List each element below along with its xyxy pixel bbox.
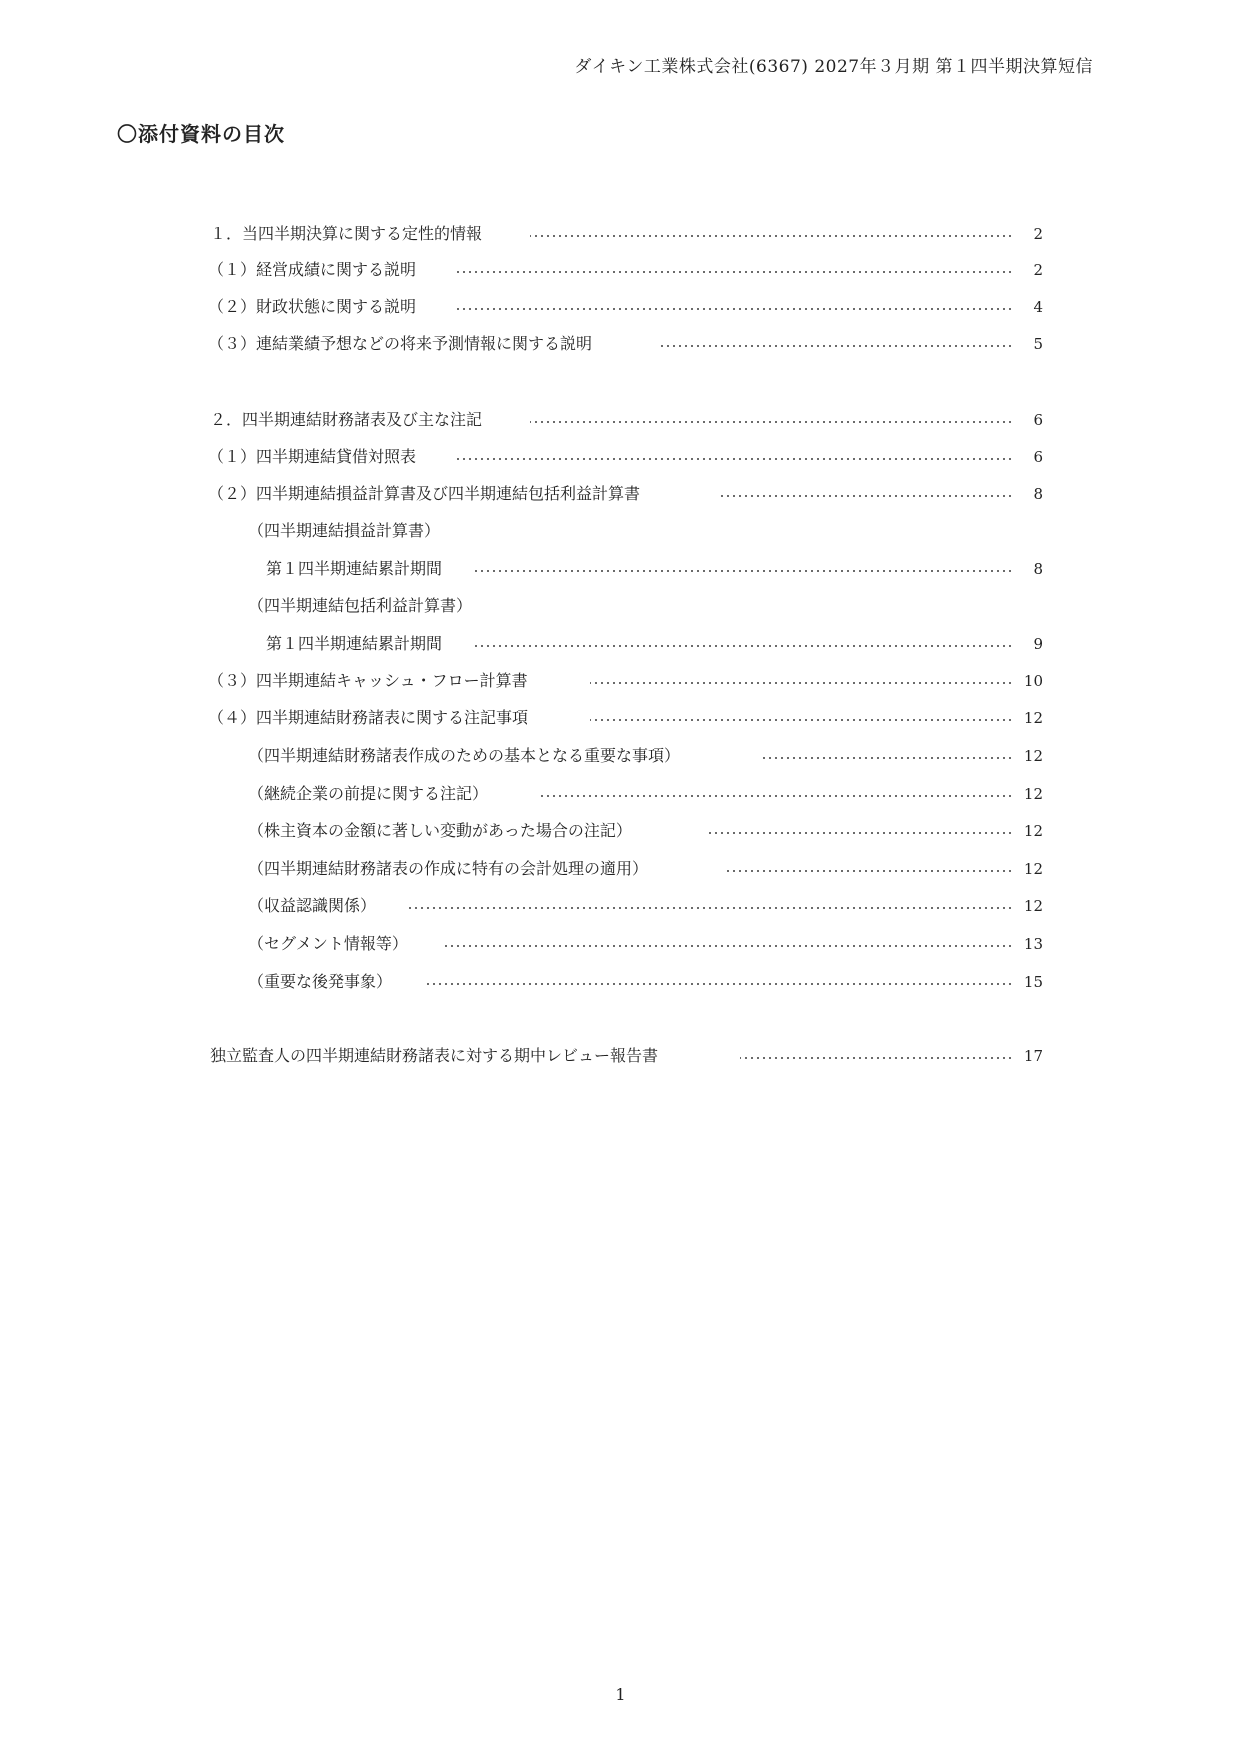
toc-leader-dots (740, 1057, 1013, 1059)
toc-leader-dots (455, 308, 1013, 310)
toc-page-number: 10 (1023, 672, 1043, 690)
toc-page-number: 9 (1033, 635, 1043, 653)
toc-leader-dots (590, 719, 1013, 721)
toc-row[interactable] (0, 855, 1241, 883)
document-header: ダイキン工業株式会社(6367) 2027年３月期 第１四半期決算短信 (574, 57, 1093, 77)
toc-row[interactable] (0, 742, 1241, 770)
toc-entry-label: （収益認識関係） (248, 892, 382, 920)
toc-entry-label: 独立監査人の四半期連結財務諸表に対する期中レビュー報告書 (210, 1042, 664, 1070)
toc-row[interactable] (0, 892, 1241, 920)
toc-leader-dots (455, 271, 1013, 273)
toc-entry-label: （重要な後発事象） (248, 968, 398, 996)
toc-entry-label: （株主資本の金額に著しい変動があった場合の注記） (248, 817, 638, 845)
toc-leader-dots (424, 983, 1013, 985)
toc-page-number: 6 (1033, 411, 1043, 429)
toc-leader-dots (538, 795, 1013, 797)
toc-page-number: 12 (1023, 709, 1043, 727)
toc-row[interactable] (0, 480, 1241, 508)
toc-row[interactable] (0, 630, 1241, 658)
toc-entry-label: １．当四半期決算に関する定性的情報 (210, 220, 488, 248)
toc-page-number: 13 (1023, 935, 1043, 953)
toc-page-number: 12 (1023, 785, 1043, 803)
toc-entry-label: （３）連結業績予想などの将来予測情報に関する説明 (208, 330, 598, 358)
toc-row[interactable] (0, 517, 1241, 545)
toc-row[interactable] (0, 220, 1241, 248)
toc-page-number: 12 (1023, 747, 1043, 765)
toc-leader-dots (530, 235, 1013, 237)
toc-row[interactable] (0, 930, 1241, 958)
toc-page-number: 12 (1023, 822, 1043, 840)
toc-entry-label: （４）四半期連結財務諸表に関する注記事項 (208, 704, 534, 732)
toc-entry-label: （３）四半期連結キャッシュ・フロー計算書 (208, 667, 534, 695)
toc-page-number: 4 (1033, 298, 1043, 316)
toc-entry-label: ２．四半期連結財務諸表及び主な注記 (210, 406, 488, 434)
toc-row[interactable] (0, 406, 1241, 434)
toc-entry-label: 第１四半期連結累計期間 (266, 630, 448, 658)
toc-entry-label: （四半期連結包括利益計算書） (248, 592, 478, 620)
toc-page-number: 6 (1033, 448, 1043, 466)
toc-row[interactable] (0, 1042, 1241, 1070)
toc-page-number: 2 (1033, 261, 1043, 279)
toc-row[interactable] (0, 443, 1241, 471)
toc-leader-dots (720, 495, 1013, 497)
toc-leader-dots (706, 832, 1013, 834)
toc-row[interactable] (0, 968, 1241, 996)
toc-leader-dots (530, 421, 1013, 423)
toc-leader-dots (472, 570, 1013, 572)
toc-page-number: 5 (1033, 335, 1043, 353)
toc-entry-label: （２）四半期連結損益計算書及び四半期連結包括利益計算書 (208, 480, 646, 508)
toc-page-number: 15 (1023, 973, 1043, 991)
toc-page-number: 8 (1033, 560, 1043, 578)
toc-leader-dots (444, 945, 1013, 947)
toc-leader-dots (472, 645, 1013, 647)
toc-page-number: 17 (1023, 1047, 1043, 1065)
toc-row[interactable] (0, 817, 1241, 845)
toc-entry-label: （セグメント情報等） (248, 930, 414, 958)
toc-leader-dots (455, 458, 1013, 460)
toc-leader-dots (406, 907, 1013, 909)
toc-page-number: 12 (1023, 860, 1043, 878)
toc-row[interactable] (0, 555, 1241, 583)
toc-row[interactable] (0, 256, 1241, 284)
toc-entry-label: （継続企業の前提に関する注記） (248, 780, 494, 808)
toc-entry-label: （四半期連結財務諸表の作成に特有の会計処理の適用） (248, 855, 654, 883)
toc-leader-dots (660, 345, 1013, 347)
toc-row[interactable] (0, 704, 1241, 732)
toc-row[interactable] (0, 592, 1241, 620)
toc-entry-label: （２）財政状態に関する説明 (208, 293, 422, 321)
toc-page-number: 2 (1033, 225, 1043, 243)
toc-leader-dots (760, 757, 1013, 759)
toc-row[interactable] (0, 293, 1241, 321)
toc-row[interactable] (0, 330, 1241, 358)
toc-page-number: 8 (1033, 485, 1043, 503)
toc-entry-label: （１）経営成績に関する説明 (208, 256, 422, 284)
toc-entry-label: 第１四半期連結累計期間 (266, 555, 448, 583)
toc-leader-dots (590, 682, 1013, 684)
toc-row[interactable] (0, 667, 1241, 695)
toc-entry-label: （１）四半期連結貸借対照表 (208, 443, 422, 471)
page-title: 〇添付資料の目次 (117, 122, 285, 146)
toc-entry-label: （四半期連結財務諸表作成のための基本となる重要な事項） (248, 742, 686, 770)
toc-entry-label: （四半期連結損益計算書） (248, 517, 446, 545)
toc-row[interactable] (0, 780, 1241, 808)
toc-page-number: 12 (1023, 897, 1043, 915)
page-number: 1 (615, 1685, 626, 1704)
toc-leader-dots (724, 870, 1013, 872)
